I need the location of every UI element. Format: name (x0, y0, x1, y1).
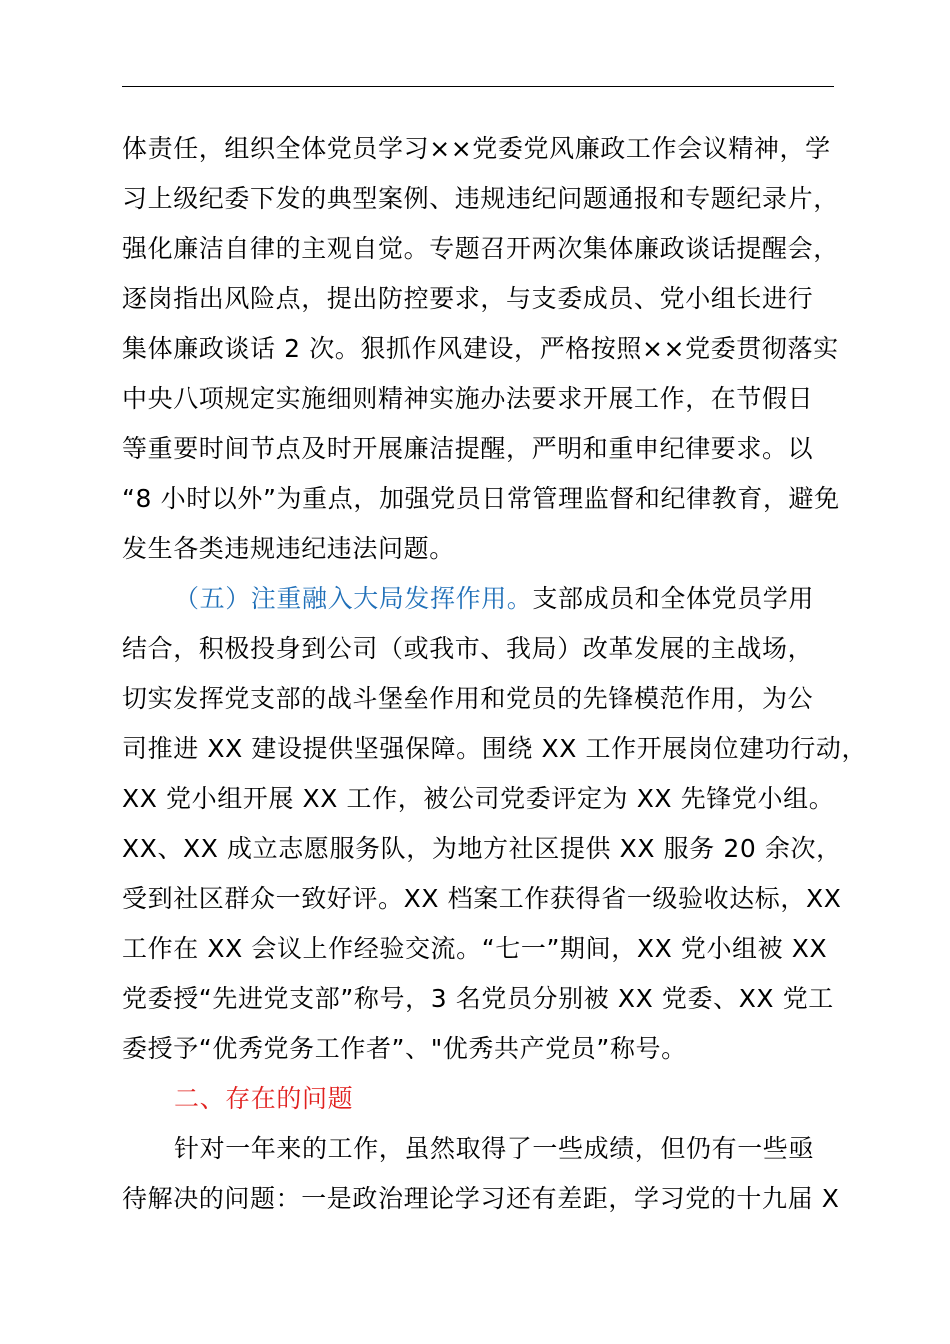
text-line: 切实发挥党支部的战斗堡垒作用和党员的先锋模范作用，为公 (122, 684, 814, 713)
text-line: XX、XX 成立志愿服务队，为地方社区提供 XX 服务 20 余次， (122, 834, 842, 863)
text-line: 党委授“先进党支部”称号，3 名党员分别被 XX 党委、XX 党工 (122, 984, 834, 1013)
text-line: 工作在 XX 会议上作经验交流。“七一”期间，XX 党小组被 XX (122, 934, 828, 963)
text-line: 待解决的问题：一是政治理论学习还有差距，学习党的十九届 X (122, 1184, 840, 1213)
text-line: 中央八项规定实施细则精神实施办法要求开展工作，在节假日 (122, 384, 814, 413)
text-line: 发生各类违规违纪违法问题。 (122, 534, 455, 563)
text-line: 集体廉政谈话 2 次。狠抓作风建设，严格按照××党委贯彻落实 (122, 334, 839, 363)
text-line: 针对一年来的工作，虽然取得了一些成绩，但仍有一些亟 (174, 1134, 815, 1163)
text-line: 委授予“优秀党务工作者”、"优秀共产党员”称号。 (122, 1034, 687, 1063)
section-five-first-line-text: 支部成员和全体党员学用 (532, 584, 815, 613)
document-body (122, 124, 868, 1224)
text-line: 逐岗指出风险点，提出防控要求，与支委成员、党小组长进行 (122, 284, 814, 313)
text-line: 体责任，组织全体党员学习××党委党风廉政工作会议精神，学 (122, 134, 831, 163)
section-five (122, 574, 868, 1074)
text-line: 等重要时间节点及时开展廉洁提醒，严明和重申纪律要求。以 (122, 434, 814, 463)
section-two-heading: 二、存在的问题 (174, 1084, 354, 1113)
text-line: 强化廉洁自律的主观自觉。专题召开两次集体廉政谈话提醒会， (122, 234, 839, 263)
text-line: XX 党小组开展 XX 工作，被公司党委评定为 XX 先锋党小组。 (122, 784, 835, 813)
paragraph-discipline (122, 124, 862, 574)
text-line: 习上级纪委下发的典型案例、违规违纪问题通报和专题纪录片， (122, 184, 839, 213)
text-line: 受到社区群众一致好评。XX 档案工作获得省一级验收达标，XX (122, 884, 842, 913)
text-line: 司推进 XX 建设提供坚强保障。围绕 XX 工作开展岗位建功行动， (122, 734, 868, 763)
section-two (122, 1074, 862, 1224)
section-five-heading: （五）注重融入大局发挥作用。 (174, 584, 533, 613)
text-line: 结合，积极投身到公司（或我市、我局）改革发展的主战场， (122, 634, 814, 663)
text-line: “8 小时以外”为重点，加强党员日常管理监督和纪律教育，避免 (122, 484, 840, 513)
section-five-first-line (122, 574, 862, 624)
header-rule (122, 86, 834, 87)
